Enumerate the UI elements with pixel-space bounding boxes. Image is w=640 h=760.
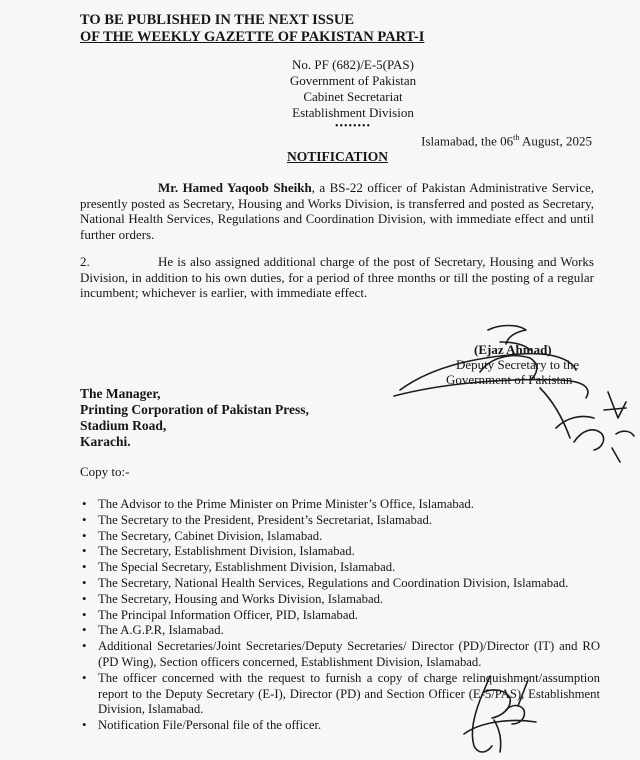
date-suffix: th: [513, 133, 520, 142]
paragraph-2-text: He is also assigned additional charge of the post of Secretary, Housing and Works Division, in addition to his own duties, for a period of three months or till the posting of a regular incumbent; whichever is earlier, with immediate effect.: [80, 254, 594, 300]
star-separator: ••••••••: [334, 121, 371, 132]
publication-header: [80, 12, 424, 46]
signatory-designation-2: Government of Pakistan: [446, 372, 573, 387]
government-line: Government of Pakistan: [289, 73, 417, 88]
division-line: Establishment Division: [292, 105, 414, 120]
address-line-3: Stadium Road,: [80, 418, 167, 433]
issue-date: [421, 133, 592, 149]
copy-item: • The Secretary, Establishment Division, Islamabad.: [80, 544, 600, 560]
copy-item: • The Principal Information Officer, PID, Islamabad.: [80, 608, 600, 624]
officer-name: Mr. Hamed Yaqoob Sheikh: [158, 180, 312, 195]
paragraph-2: [80, 254, 594, 301]
copy-item: • Notification File/Personal file of the officer.: [80, 718, 600, 734]
copy-item: • Additional Secretaries/Joint Secretaries/Deputy Secretaries/ Director (PD)/Director (IT) and RO (PD Wing), Section officers concerned, Establishment Division, Islamabad.: [80, 639, 600, 671]
copy-item: • The A.G.P.R, Islamabad.: [80, 623, 600, 639]
paragraph-1-text: , a BS-22 officer of Pakistan Administrative Service, presently posted as Secretary, Housing and Works Division, is transferred and posted as Secretary, National Health Services, Regulations and Coordination Division, with immediate effect and until further orders.: [80, 180, 594, 242]
secretariat-line: Cabinet Secretariat: [303, 89, 403, 104]
publication-line-1: TO BE PUBLISHED IN THE NEXT ISSUE: [80, 12, 354, 28]
copy-item: • The Advisor to the Prime Minister on Prime Minister’s Office, Islamabad.: [80, 497, 600, 513]
copy-item: • The Secretary, Housing and Works Division, Islamabad.: [80, 592, 600, 608]
signatory-designation-1: Deputy Secretary to the: [456, 357, 580, 372]
copy-list: [80, 497, 600, 734]
date-rest: August, 2025: [519, 133, 592, 149]
signatory-name: (Ejaz Ahmad): [474, 342, 552, 357]
notification-title: NOTIFICATION: [287, 149, 389, 164]
date-prefix: Islamabad, the 06: [421, 133, 514, 149]
copy-item: • The Secretary, Cabinet Division, Islamabad.: [80, 529, 600, 545]
copy-item: • The officer concerned with the request to furnish a copy of charge relinquishment/assumption report to the Deputy Secretary (E-I), Director (PD) and Section Officer (E-5/PAS), Establishment Division, Islamabad.: [80, 671, 600, 718]
paragraph-1: [80, 180, 594, 242]
copy-item: • The Special Secretary, Establishment Division, Islamabad.: [80, 560, 600, 576]
address-line-2: Printing Corporation of Pakistan Press,: [80, 402, 309, 417]
signatory-block: [440, 342, 579, 387]
paragraph-2-number: 2.: [80, 254, 90, 269]
reference-number: No. PF (682)/E-5(PAS): [292, 57, 414, 72]
copy-to-label: Copy to:-: [80, 464, 130, 479]
address-line-1: The Manager,: [80, 386, 161, 401]
copy-item: • The Secretary, National Health Services, Regulations and Coordination Division, Islamabad.: [80, 576, 600, 592]
copy-item: • The Secretary to the President, President’s Secretariat, Islamabad.: [80, 513, 600, 529]
address-line-4: Karachi.: [80, 434, 131, 449]
reference-block: [258, 57, 448, 132]
recipient-address: [80, 386, 309, 450]
publication-line-2: OF THE WEEKLY GAZETTE OF PAKISTAN PART-I: [80, 29, 425, 45]
